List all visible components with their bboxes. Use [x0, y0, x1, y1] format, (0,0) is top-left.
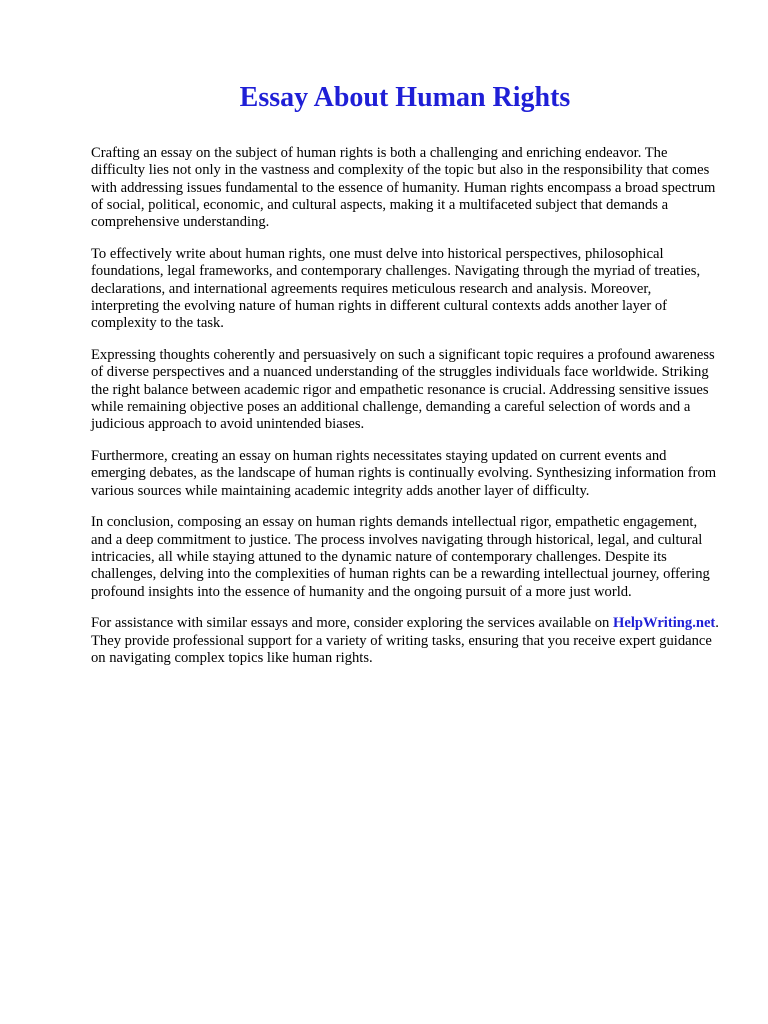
paragraph-3: Expressing thoughts coherently and persuasively on such a significant topic requires a profound awareness of diverse perspectives and a nuanced understanding of the struggles individuals face worldwide. Striking the right balance between academic rigor and empathetic resonance is crucial. Addressing sensitive issues while remaining objective poses an additional challenge, demanding a careful selection of words and a judicious approach to avoid unintended biases.	[91, 346, 715, 433]
paragraph-4: Furthermore, creating an essay on human rights necessitates staying updated on current events and emerging debates, as the landscape of human rights is continually evolving. Synthesizing information from various sources while maintaining academic integrity adds another layer of difficulty.	[91, 447, 717, 499]
paragraph-5: In conclusion, composing an essay on human rights demands intellectual rigor, empathetic engagement, and a deep commitment to justice. The process involves navigating through historical, legal, and cultural intricacies, all while staying attuned to the dynamic nature of contemporary challenges. Despite its challenges, delving into the complexities of human rights can be a rewarding intellectual journey, offering profound insights into the essence of humanity and the ongoing pursuit of a more just world.	[91, 514, 710, 600]
paragraph-1: Crafting an essay on the subject of human rights is both a challenging and enriching endeavor. The difficulty lies not only in the vastness and complexity of the topic but also in the responsibility that comes with addressing issues fundamental to the essence of humanity. Human rights encompass a broad spectrum of social, political, economic, and cultural aspects, making it a multifaceted subject that demands a comprehensive understanding.	[91, 145, 716, 231]
closing-text-after-link: . They provide professional support for a variety of writing tasks, ensuring that you receive expert guidance on navigating complex topics like human rights.	[91, 615, 719, 666]
closing-text-before-link: For assistance with similar essays and more, consider exploring the services available on	[91, 615, 613, 632]
closing-paragraph	[91, 615, 721, 667]
document-title: Essay About Human Rights	[239, 82, 571, 113]
helpwriting-link[interactable]: HelpWriting.net	[613, 615, 716, 632]
paragraph-2: To effectively write about human rights, one must delve into historical perspectives, philosophical foundations, legal frameworks, and contemporary challenges. Navigating through the myriad of treaties, declarations, and international agreements requires meticulous research and analysis. Moreover, interpreting the evolving nature of human rights in different cultural contexts adds another layer of complexity to the task.	[91, 245, 701, 332]
document-body	[91, 145, 721, 682]
